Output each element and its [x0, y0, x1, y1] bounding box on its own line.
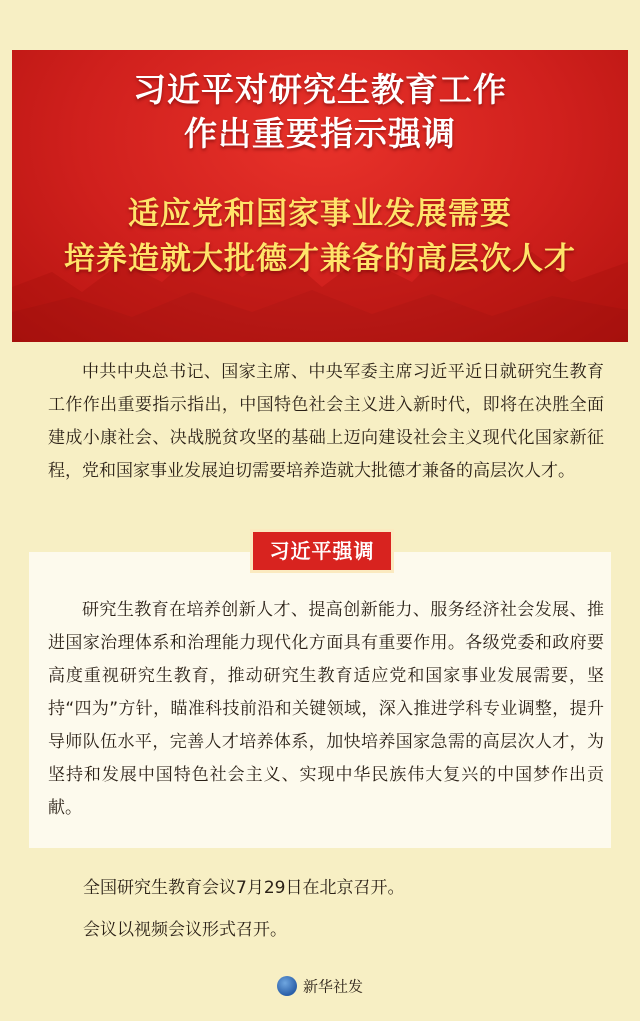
footer-source: 新华社发	[302, 977, 363, 996]
quote-paragraph: 研究生教育在培养创新人才、提高创新能力、服务经济社会发展、推进国家治理体系和治理能力现代化方面具有重要作用。各级党委和政府要高度重视研究生教育，推动研究生教育适应党和国家事业发展需要，坚持“四为”方针，瞄准科技前沿和关键领域，深入推进学科专业调整，提升导师队伍水平，完善人才培养体系，加快培养国家急需的高层次人才，为坚持和发展中国特色社会主义、实现中华民族伟大复兴的中国梦作出贡献。	[48, 600, 604, 818]
header-banner	[12, 50, 628, 342]
xinhua-logo-icon	[277, 976, 297, 996]
subtitle-line-1: 适应党和国家事业发展需要	[128, 196, 512, 232]
meeting-info-line-1: 全国研究生教育会议7月29日在北京召开。	[83, 878, 405, 898]
title-line-1: 习近平对研究生教育工作	[133, 70, 507, 109]
subtitle-line-2: 培养造就大批德才兼备的高层次人才	[64, 241, 576, 277]
section-tag: 习近平强调	[253, 532, 391, 570]
meeting-info-line-2: 会议以视频会议形式召开。	[83, 920, 287, 940]
title-line-2: 作出重要指示强调	[184, 114, 456, 153]
footer	[0, 974, 640, 999]
intro-paragraph: 中共中央总书记、国家主席、中央军委主席习近平近日就研究生教育工作作出重要指示指出，中国特色社会主义进入新时代，即将在决胜全面建成小康社会、决战脱贫攻坚的基础上迈向建设社会主义现代化国家新征程，党和国家事业发展迫切需要培养造就大批德才兼备的高层次人才。	[48, 362, 604, 481]
